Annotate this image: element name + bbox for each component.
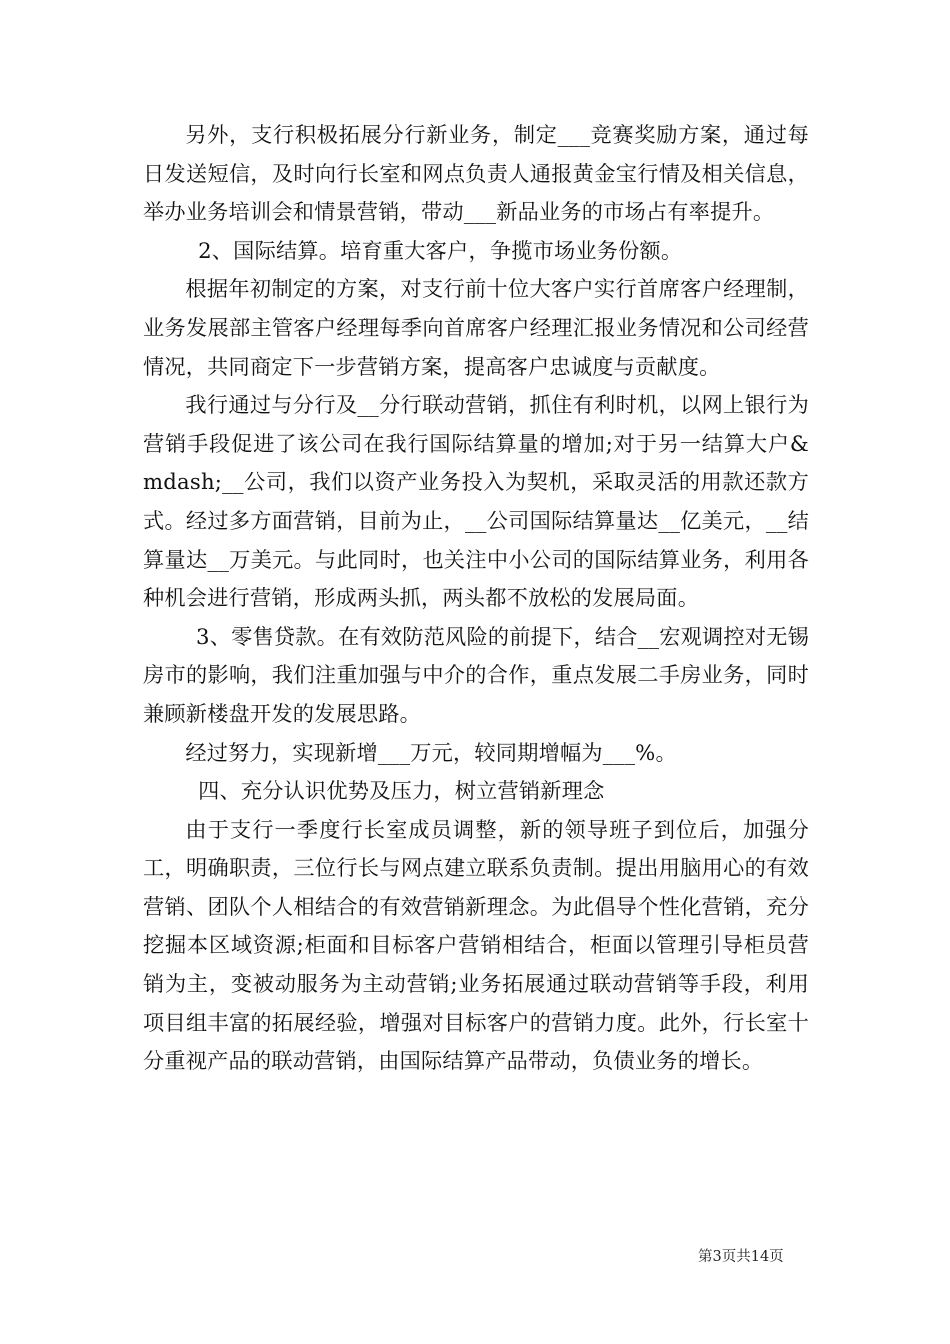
- paragraph-joint-marketing: 我行通过与分行及__分行联动营销，抓住有利时机，以网上银行为营销手段促进了该公司在我行国际结算量的增加;对于另一结算大户&mdash;__公司，我们以资产业务投入为契机，采取灵活的用款还款方式。经过多方面营销，目前为止，__公司国际结算量达__亿美元，__结算量达__万美元。与此同时，也关注中小公司的国际结算业务，利用各种机会进行营销，形成两头抓，两头都不放松的发展局面。: [143, 392, 809, 611]
- paragraph-key-accounts: 根据年初制定的方案，对支行前十位大客户实行首席客户经理制，业务发展部主管客户经理每季向首席客户经理汇报业务情况和公司经营情况，共同商定下一步营销方案，提高客户忠诚度与贡献度。: [143, 276, 809, 379]
- section-heading-marketing-concept: 四、充分认识优势及压力，树立营销新理念: [198, 778, 605, 804]
- page-number-footer: 第3页共14页: [698, 1249, 784, 1265]
- section-heading-international-settlement: 2、国际结算。培育重大客户，争揽市场业务份额。: [198, 237, 683, 263]
- paragraph-leadership-strategy: 由于支行一季度行长室成员调整，新的领导班子到位后，加强分工，明确职责，三位行长与网点建立联系负责制。提出用脑用心的有效营销、团队个人相结合的有效营销新理念。为此倡导个性化营销，充分挖掘本区域资源;柜面和目标客户营销相结合，柜面以管理引导柜员营销为主，变被动服务为主动营销;业务拓展通过联动营销等手段，利用项目组丰富的拓展经验，增强对目标客户的营销力度。此外，行长室十分重视产品的联动营销，由国际结算产品带动，负债业务的增长。: [143, 816, 809, 1074]
- paragraph-growth-result: 经过努力，实现新增___万元，较同期增幅为___%。: [185, 739, 677, 765]
- document-body: [143, 116, 809, 1081]
- paragraph-retail-loans: 3、零售贷款。在有效防范风险的前提下，结合__宏观调控对无锡房市的影响，我们注重加强与中介的合作，重点发展二手房业务，同时兼顾新楼盘开发的发展思路。: [143, 623, 809, 726]
- paragraph-gold-promotion: 另外，支行积极拓展分行新业务，制定___竞赛奖励方案，通过每日发送短信，及时向行长室和网点负责人通报黄金宝行情及相关信息，举办业务培训会和情景营销，带动___新品业务的市场占有率提升。: [143, 122, 809, 225]
